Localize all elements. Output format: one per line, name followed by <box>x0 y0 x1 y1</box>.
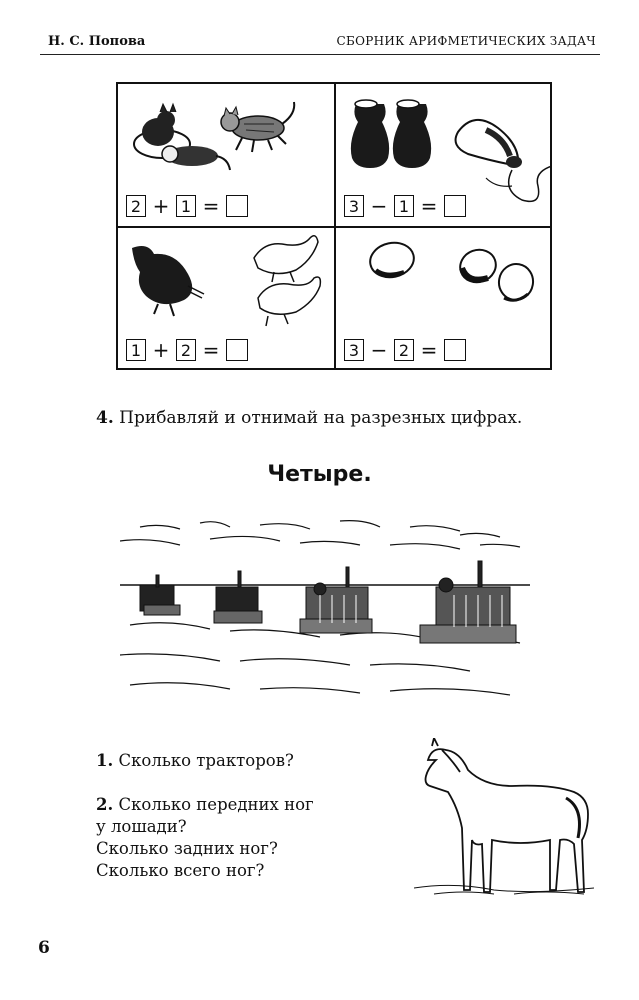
question-number: 1. <box>96 751 114 770</box>
answer-box[interactable] <box>444 195 466 217</box>
answer-box[interactable] <box>226 339 248 361</box>
digit-card[interactable]: 1 <box>394 195 414 217</box>
digit-card[interactable]: 1 <box>126 339 146 361</box>
plus-sign: + <box>152 338 170 362</box>
digit-card[interactable]: 2 <box>126 195 146 217</box>
jug-icon <box>336 84 552 204</box>
question-2-line-1 <box>96 794 314 816</box>
equals-sign: = <box>420 338 438 362</box>
digit-card[interactable]: 2 <box>176 339 196 361</box>
section-heading: Четыре. <box>267 462 372 487</box>
equals-sign: = <box>420 194 438 218</box>
exercise-cell-hens <box>118 228 334 370</box>
author-name: Н. С. Попова <box>48 34 146 49</box>
equation <box>344 194 466 218</box>
page-header <box>40 24 600 55</box>
minus-sign: − <box>370 338 388 362</box>
equation <box>126 338 248 362</box>
exercise-cell-eggs <box>336 228 552 370</box>
tractors-illustration <box>120 515 530 705</box>
equals-sign: = <box>202 338 220 362</box>
task-text: Прибавляй и отнимай на разрезных цифрах. <box>113 408 523 428</box>
equals-sign: = <box>202 194 220 218</box>
exercise-cell-jugs <box>336 84 552 226</box>
question-2-line-2: у лошади? <box>96 817 187 836</box>
question-2-line-3: Сколько задних ног? <box>96 839 278 858</box>
exercise-grid <box>116 82 552 370</box>
task-4 <box>96 408 522 428</box>
cat-icon <box>118 84 334 184</box>
digit-card[interactable]: 3 <box>344 339 364 361</box>
answer-box[interactable] <box>444 339 466 361</box>
question-2-line-4: Сколько всего ног? <box>96 861 265 880</box>
question-text: Сколько передних ног <box>113 795 314 814</box>
question-number: 2. <box>96 795 114 814</box>
equation <box>126 194 248 218</box>
hen-icon <box>118 228 334 328</box>
digit-card[interactable]: 2 <box>394 339 414 361</box>
answer-box[interactable] <box>226 195 248 217</box>
exercise-cell-cats <box>118 84 334 226</box>
question-text: Сколько тракторов? <box>113 751 294 770</box>
task-number: 4. <box>96 408 114 428</box>
page-number: 6 <box>38 938 50 958</box>
digit-card[interactable]: 1 <box>176 195 196 217</box>
plus-sign: + <box>152 194 170 218</box>
digit-card[interactable]: 3 <box>344 195 364 217</box>
equation <box>344 338 466 362</box>
minus-sign: − <box>370 194 388 218</box>
question-1 <box>96 750 294 772</box>
egg-icon <box>336 228 552 328</box>
book-title: СБОРНИК АРИФМЕТИЧЕСКИХ ЗАДАЧ <box>336 34 596 48</box>
horse-illustration <box>414 738 594 898</box>
